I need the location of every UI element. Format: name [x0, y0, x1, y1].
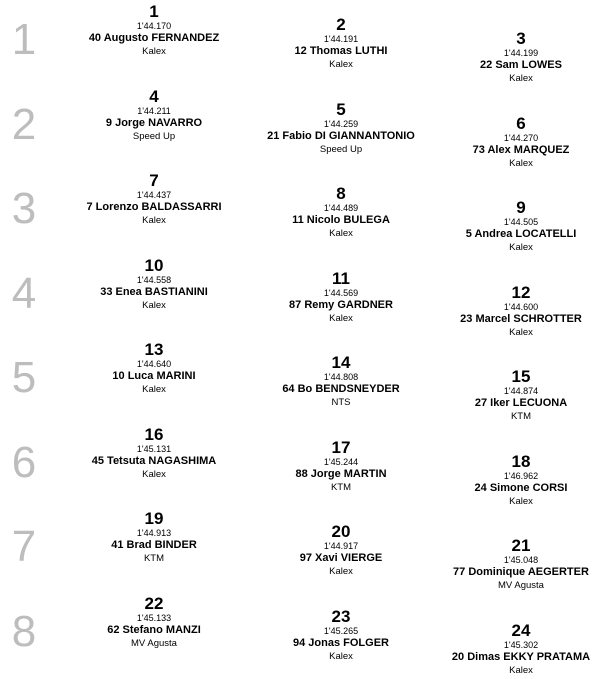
grid-position: 9	[516, 198, 526, 217]
rider-name: 88 Jorge MARTIN	[295, 467, 387, 480]
grid-position: 23	[331, 606, 351, 626]
lap-time: 1'44.640	[136, 359, 172, 369]
grid-position: 1	[149, 2, 159, 21]
lap-time: 1'44.170	[136, 21, 172, 31]
grid-slot	[421, 282, 603, 339]
team-name: Kalex	[509, 73, 533, 84]
grid-position: 11	[332, 268, 350, 288]
grid-slot	[54, 173, 254, 227]
lap-time: 1'44.917	[323, 541, 359, 551]
lap-time: 1'45.048	[503, 555, 539, 565]
rider-name: 97 Xavi VIERGE	[299, 552, 383, 564]
rider-name: 40 Augusto FERNANDEZ	[88, 32, 220, 44]
grid-slot	[241, 268, 441, 325]
grid-row-number: 5	[11, 353, 37, 402]
team-name: Kalex	[142, 468, 166, 480]
team-name: Kalex	[329, 566, 353, 577]
grid-slot	[54, 255, 254, 312]
grid-slot	[241, 437, 441, 494]
team-name: Kalex	[509, 242, 533, 253]
grid-position: 13	[144, 340, 164, 359]
grid-slot	[421, 31, 603, 85]
grid-slot	[241, 606, 441, 663]
grid-slot	[54, 593, 254, 650]
grid-position: 5	[336, 99, 346, 119]
lap-time: 1'44.259	[323, 118, 359, 129]
lap-time: 1'45.302	[503, 639, 539, 650]
lap-time: 1'44.913	[136, 528, 172, 538]
grid-slot	[54, 86, 254, 143]
grid-position: 18	[511, 451, 531, 471]
grid-position: 12	[511, 282, 531, 302]
team-name: Kalex	[329, 650, 353, 662]
team-name: Kalex	[142, 299, 166, 311]
rider-name: 12 Thomas LUTHI	[294, 45, 388, 57]
team-name: NTS	[331, 397, 351, 408]
lap-time: 1'44.199	[503, 48, 539, 58]
grid-row-number: 2	[11, 99, 37, 149]
grid-slot	[241, 17, 441, 71]
grid-slot	[421, 113, 603, 170]
rider-name: 41 Brad BINDER	[111, 539, 197, 551]
grid-row-number: 4	[11, 268, 37, 318]
lap-time: 1'44.270	[503, 132, 539, 143]
team-name: Kalex	[142, 46, 166, 57]
grid-slot	[241, 355, 441, 409]
grid-position: 21	[511, 536, 531, 555]
lap-time: 1'44.489	[323, 203, 359, 213]
team-name: Speed Up	[319, 143, 363, 155]
grid-position: 3	[516, 29, 526, 48]
rider-name: 21 Fabio DI GIANNANTONIO	[267, 129, 415, 142]
grid-position: 16	[144, 424, 164, 444]
grid-slot	[421, 538, 603, 592]
grid-position: 19	[144, 509, 164, 528]
lap-time: 1'44.600	[503, 301, 539, 312]
grid-slot	[241, 99, 441, 156]
rider-name: 9 Jorge NAVARRO	[105, 116, 203, 129]
team-name: KTM	[510, 411, 532, 422]
lap-time: 1'45.131	[136, 443, 172, 454]
lap-time: 1'44.874	[503, 386, 539, 396]
team-name: Kalex	[329, 228, 353, 239]
team-name: Kalex	[329, 312, 353, 324]
grid-slot	[54, 511, 254, 565]
team-name: Speed Up	[132, 130, 176, 142]
team-name: MV Agusta	[498, 580, 544, 591]
grid-slot	[241, 524, 441, 578]
team-name: KTM	[143, 553, 165, 564]
grid-row-number: 6	[11, 437, 37, 487]
grid-position: 6	[516, 113, 526, 133]
grid-slot	[421, 451, 603, 508]
rider-name: 10 Luca MARINI	[112, 370, 196, 382]
grid-slot	[241, 186, 441, 240]
lap-time: 1'44.808	[323, 372, 359, 382]
team-name: KTM	[330, 481, 352, 493]
grid-position: 22	[144, 593, 164, 613]
grid-slot	[54, 424, 254, 481]
lap-time: 1'44.569	[323, 287, 359, 298]
rider-name: 22 Sam LOWES	[480, 59, 562, 71]
grid-position: 2	[336, 15, 346, 34]
team-name: Kalex	[509, 157, 533, 169]
lap-time: 1'45.244	[323, 456, 359, 467]
rider-name: 73 Alex MARQUEZ	[472, 143, 570, 156]
grid-slot	[421, 369, 603, 423]
grid-row-number: 7	[11, 522, 37, 571]
grid-position: 8	[336, 184, 346, 203]
rider-name: 77 Dominique AEGERTER	[453, 566, 589, 578]
grid-slot	[54, 4, 254, 58]
team-name: Kalex	[142, 384, 166, 395]
lap-time: 1'46.962	[503, 470, 539, 481]
rider-name: 23 Marcel SCHROTTER	[460, 312, 582, 325]
team-name: Kalex	[509, 664, 533, 676]
grid-position: 15	[511, 367, 531, 386]
rider-name: 5 Andrea LOCATELLI	[465, 228, 577, 240]
rider-name: 27 Iker LECUONA	[474, 397, 568, 409]
lap-time: 1'44.437	[136, 190, 172, 200]
rider-name: 33 Enea BASTIANINI	[100, 285, 208, 298]
grid-row-number: 1	[11, 15, 37, 64]
grid-slot	[421, 200, 603, 254]
team-name: MV Agusta	[131, 637, 177, 649]
lap-time: 1'44.211	[137, 105, 171, 116]
team-name: Kalex	[329, 59, 353, 70]
grid-position: 24	[511, 620, 531, 640]
grid-slot	[54, 342, 254, 396]
grid-position: 7	[149, 171, 159, 190]
lap-time: 1'45.265	[323, 625, 359, 636]
grid-position: 4	[149, 86, 159, 106]
rider-name: 20 Dimas EKKY PRATAMA	[451, 650, 591, 663]
grid-position: 17	[331, 437, 351, 457]
rider-name: 7 Lorenzo BALDASSARRI	[86, 201, 222, 213]
lap-time: 1'44.505	[503, 217, 539, 227]
rider-name: 45 Tetsuta NAGASHIMA	[91, 454, 217, 467]
rider-name: 62 Stefano MANZI	[107, 623, 201, 636]
team-name: Kalex	[142, 215, 166, 226]
rider-name: 24 Simone CORSI	[474, 481, 568, 494]
rider-name: 87 Remy GARDNER	[289, 298, 393, 311]
team-name: Kalex	[509, 326, 533, 338]
grid-position: 14	[331, 353, 351, 372]
grid-row-number: 8	[11, 606, 37, 656]
lap-time: 1'44.558	[136, 274, 172, 285]
grid-position: 20	[331, 522, 351, 541]
grid-row-number: 3	[11, 184, 37, 233]
lap-time: 1'44.191	[323, 34, 359, 44]
grid-position: 10	[144, 255, 164, 275]
rider-name: 11 Nicolo BULEGA	[292, 214, 390, 226]
rider-name: 94 Jonas FOLGER	[293, 636, 389, 649]
lap-time: 1'45.133	[136, 612, 172, 623]
team-name: Kalex	[509, 495, 533, 507]
rider-name: 64 Bo BENDSNEYDER	[282, 383, 400, 395]
grid-slot	[421, 620, 603, 677]
